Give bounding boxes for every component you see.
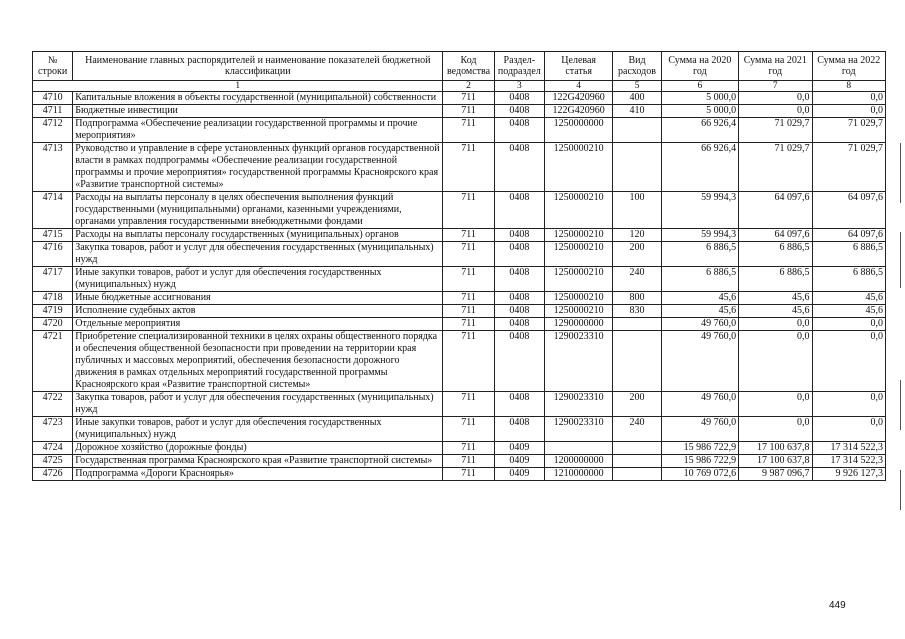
row-target: 1290023310	[544, 417, 612, 442]
row-expense-type: 100	[613, 192, 661, 229]
row-sum-2021: 0,0	[739, 331, 812, 392]
row-target: 1250000210	[544, 267, 612, 292]
column-number: 5	[613, 81, 661, 92]
row-sum-2022: 0,0	[812, 417, 885, 442]
row-target: 1250000210	[544, 229, 612, 242]
row-name: Бюджетные инвестиции	[73, 105, 443, 118]
row-name: Капитальные вложения в объекты государственной (муниципальной) собственности	[73, 92, 443, 105]
row-section: 0408	[494, 92, 544, 105]
row-section: 0408	[494, 292, 544, 305]
header-row	[33, 52, 886, 81]
row-sum-2022: 0,0	[812, 331, 885, 392]
row-section: 0408	[494, 242, 544, 267]
row-sum-2022: 0,0	[812, 105, 885, 118]
row-dept-code: 711	[443, 105, 494, 118]
row-sum-2022: 45,6	[812, 292, 885, 305]
row-name: Приобретение специализированной техники в целях охраны общественного порядка и обеспечения общественной безопасности при проведении на территории края публичных и массовых мероприятий, обеспечения безопасности дорожного движения в рамках отдельных мероприятий государственной программы Красноярского края «Развитие транспортной системы»	[73, 331, 443, 392]
row-name: Закупка товаров, работ и услуг для обеспечения государственных (муниципальных) нужд	[73, 392, 443, 417]
table-row	[33, 118, 886, 143]
row-sum-2022: 9 926 127,3	[812, 468, 885, 481]
row-number: 4720	[33, 318, 73, 331]
row-section: 0408	[494, 305, 544, 318]
row-dept-code: 711	[443, 318, 494, 331]
row-number: 4717	[33, 267, 73, 292]
row-dept-code: 711	[443, 305, 494, 318]
table-row	[33, 392, 886, 417]
row-target: 1290000000	[544, 318, 612, 331]
row-sum-2021: 0,0	[739, 92, 812, 105]
row-target	[544, 442, 612, 455]
scan-edge-mark	[900, 232, 901, 288]
row-sum-2022: 0,0	[812, 318, 885, 331]
row-name: Отдельные мероприятия	[73, 318, 443, 331]
column-number-row	[33, 81, 886, 92]
row-dept-code: 711	[443, 229, 494, 242]
row-sum-2022: 71 029,7	[812, 143, 885, 192]
row-number: 4714	[33, 192, 73, 229]
row-sum-2020: 49 760,0	[661, 392, 738, 417]
row-sum-2021: 64 097,6	[739, 192, 812, 229]
row-sum-2021: 64 097,6	[739, 229, 812, 242]
scan-edge-mark	[900, 470, 901, 510]
row-sum-2022: 0,0	[812, 392, 885, 417]
row-name: Дорожное хозяйство (дорожные фонды)	[73, 442, 443, 455]
column-number: 8	[812, 81, 885, 92]
header-name: Наименование главных распорядителей и наименование показателей бюджетной классификации	[73, 52, 443, 81]
row-dept-code: 711	[443, 242, 494, 267]
column-number: 7	[739, 81, 812, 92]
table-row	[33, 455, 886, 468]
row-name: Иные бюджетные ассигнования	[73, 292, 443, 305]
row-section: 0409	[494, 455, 544, 468]
row-sum-2022: 6 886,5	[812, 267, 885, 292]
row-name: Расходы на выплаты персоналу в целях обеспечения выполнения функций государственными (муниципальными) органами, казенными учреждениями, органами управления государственными внебюджетными фондами	[73, 192, 443, 229]
row-number: 4723	[33, 417, 73, 442]
row-section: 0408	[494, 118, 544, 143]
row-sum-2022: 64 097,6	[812, 192, 885, 229]
row-sum-2022: 71 029,7	[812, 118, 885, 143]
row-sum-2021: 45,6	[739, 292, 812, 305]
header-sum-2022: Сумма на 2022 год	[812, 52, 885, 81]
table-row	[33, 229, 886, 242]
row-section: 0408	[494, 392, 544, 417]
row-dept-code: 711	[443, 455, 494, 468]
row-name: Подпрограмма «Дороги Красноярья»	[73, 468, 443, 481]
row-expense-type: 240	[613, 417, 661, 442]
table-row	[33, 468, 886, 481]
header-expense-type: Вид расходов	[613, 52, 661, 81]
table-row	[33, 267, 886, 292]
row-section: 0408	[494, 267, 544, 292]
row-number: 4713	[33, 143, 73, 192]
row-sum-2020: 5 000,0	[661, 92, 738, 105]
row-dept-code: 711	[443, 267, 494, 292]
row-sum-2022: 17 314 522,3	[812, 442, 885, 455]
table-row	[33, 242, 886, 267]
row-sum-2020: 59 994,3	[661, 229, 738, 242]
row-target: 1250000210	[544, 192, 612, 229]
row-sum-2020: 66 926,4	[661, 118, 738, 143]
row-name: Руководство и управление в сфере установленных функций органов государственной власти в рамках подпрограммы «Обеспечение реализации государственной программы и прочие мероприятия» государственной программы Красноярского края «Развитие транспортной системы»	[73, 143, 443, 192]
row-sum-2020: 5 000,0	[661, 105, 738, 118]
row-sum-2021: 71 029,7	[739, 118, 812, 143]
row-number: 4721	[33, 331, 73, 392]
row-dept-code: 711	[443, 92, 494, 105]
row-target: 1250000210	[544, 242, 612, 267]
row-dept-code: 711	[443, 417, 494, 442]
row-target: 1290023310	[544, 392, 612, 417]
column-number: 6	[661, 81, 738, 92]
row-expense-type: 410	[613, 105, 661, 118]
row-number: 4710	[33, 92, 73, 105]
row-sum-2021: 6 886,5	[739, 242, 812, 267]
row-expense-type	[613, 442, 661, 455]
row-section: 0408	[494, 143, 544, 192]
row-sum-2021: 0,0	[739, 392, 812, 417]
row-expense-type: 800	[613, 292, 661, 305]
row-expense-type: 200	[613, 242, 661, 267]
row-section: 0408	[494, 192, 544, 229]
header-sum-2020: Сумма на 2020 год	[661, 52, 738, 81]
row-dept-code: 711	[443, 331, 494, 392]
row-sum-2020: 45,6	[661, 305, 738, 318]
row-number: 4722	[33, 392, 73, 417]
scan-edge-mark	[900, 380, 901, 430]
header-section: Раздел-подраздел	[494, 52, 544, 81]
row-target: 1290023310	[544, 331, 612, 392]
row-dept-code: 711	[443, 118, 494, 143]
row-expense-type	[613, 143, 661, 192]
row-dept-code: 711	[443, 442, 494, 455]
column-number: 1	[33, 81, 443, 92]
row-section: 0409	[494, 468, 544, 481]
table-row	[33, 192, 886, 229]
row-sum-2021: 45,6	[739, 305, 812, 318]
row-name: Государственная программа Красноярского края «Развитие транспортной системы»	[73, 455, 443, 468]
header-dept-code: Код ведомства	[443, 52, 494, 81]
row-sum-2020: 15 986 722,9	[661, 442, 738, 455]
row-expense-type: 240	[613, 267, 661, 292]
row-sum-2020: 49 760,0	[661, 417, 738, 442]
row-sum-2021: 9 987 096,7	[739, 468, 812, 481]
scan-edge-mark	[900, 143, 901, 203]
table-row	[33, 305, 886, 318]
table-row	[33, 92, 886, 105]
row-sum-2021: 17 100 637,8	[739, 455, 812, 468]
row-section: 0408	[494, 331, 544, 392]
column-number: 4	[544, 81, 612, 92]
header-target: Целевая статья	[544, 52, 612, 81]
row-sum-2020: 6 886,5	[661, 267, 738, 292]
row-number: 4725	[33, 455, 73, 468]
row-number: 4724	[33, 442, 73, 455]
row-number: 4715	[33, 229, 73, 242]
row-number: 4719	[33, 305, 73, 318]
row-expense-type	[613, 468, 661, 481]
row-section: 0408	[494, 318, 544, 331]
row-sum-2021: 0,0	[739, 318, 812, 331]
row-sum-2021: 6 886,5	[739, 267, 812, 292]
row-number: 4726	[33, 468, 73, 481]
row-dept-code: 711	[443, 292, 494, 305]
row-target: 1250000210	[544, 292, 612, 305]
table-row	[33, 318, 886, 331]
row-sum-2020: 49 760,0	[661, 318, 738, 331]
row-sum-2021: 0,0	[739, 105, 812, 118]
row-target: 1250000210	[544, 143, 612, 192]
row-name: Иные закупки товаров, работ и услуг для обеспечения государственных (муниципальных) нужд	[73, 417, 443, 442]
table-row	[33, 143, 886, 192]
row-expense-type	[613, 331, 661, 392]
row-number: 4716	[33, 242, 73, 267]
row-target: 1250000210	[544, 305, 612, 318]
row-section: 0408	[494, 417, 544, 442]
page-number: 449	[829, 600, 846, 611]
row-target: 122G420960	[544, 105, 612, 118]
row-expense-type: 120	[613, 229, 661, 242]
header-sum-2021: Сумма на 2021 год	[739, 52, 812, 81]
row-sum-2020: 49 760,0	[661, 331, 738, 392]
row-target: 1200000000	[544, 455, 612, 468]
row-number: 4718	[33, 292, 73, 305]
row-expense-type: 830	[613, 305, 661, 318]
row-sum-2020: 6 886,5	[661, 242, 738, 267]
table-row	[33, 105, 886, 118]
row-sum-2020: 66 926,4	[661, 143, 738, 192]
row-sum-2022: 17 314 522,3	[812, 455, 885, 468]
table-row	[33, 331, 886, 392]
row-name: Исполнение судебных актов	[73, 305, 443, 318]
row-name: Расходы на выплаты персоналу государственных (муниципальных) органов	[73, 229, 443, 242]
row-number: 4712	[33, 118, 73, 143]
row-number: 4711	[33, 105, 73, 118]
row-sum-2020: 10 769 072,6	[661, 468, 738, 481]
row-expense-type	[613, 318, 661, 331]
row-name: Подпрограмма «Обеспечение реализации государственной программы и прочие мероприятия»	[73, 118, 443, 143]
row-dept-code: 711	[443, 192, 494, 229]
row-target: 1250000000	[544, 118, 612, 143]
row-sum-2022: 64 097,6	[812, 229, 885, 242]
header-row-no: № строки	[33, 52, 73, 81]
table-row	[33, 292, 886, 305]
row-expense-type	[613, 455, 661, 468]
row-sum-2022: 6 886,5	[812, 242, 885, 267]
table-body	[33, 92, 886, 481]
row-name: Закупка товаров, работ и услуг для обеспечения государственных (муниципальных) нужд	[73, 242, 443, 267]
budget-table	[32, 51, 886, 481]
row-sum-2020: 45,6	[661, 292, 738, 305]
row-section: 0409	[494, 442, 544, 455]
row-target: 1210000000	[544, 468, 612, 481]
row-sum-2021: 17 100 637,8	[739, 442, 812, 455]
column-number: 2	[443, 81, 494, 92]
row-dept-code: 711	[443, 392, 494, 417]
row-sum-2022: 0,0	[812, 92, 885, 105]
table-row	[33, 442, 886, 455]
column-number: 3	[494, 81, 544, 92]
row-sum-2021: 0,0	[739, 417, 812, 442]
row-sum-2022: 45,6	[812, 305, 885, 318]
row-expense-type	[613, 118, 661, 143]
row-section: 0408	[494, 105, 544, 118]
row-expense-type: 200	[613, 392, 661, 417]
row-sum-2020: 15 986 722,9	[661, 455, 738, 468]
row-target: 122G420960	[544, 92, 612, 105]
row-expense-type: 400	[613, 92, 661, 105]
row-name: Иные закупки товаров, работ и услуг для обеспечения государственных (муниципальных) нужд	[73, 267, 443, 292]
row-section: 0408	[494, 229, 544, 242]
row-sum-2021: 71 029,7	[739, 143, 812, 192]
row-sum-2020: 59 994,3	[661, 192, 738, 229]
row-dept-code: 711	[443, 468, 494, 481]
row-dept-code: 711	[443, 143, 494, 192]
table-row	[33, 417, 886, 442]
